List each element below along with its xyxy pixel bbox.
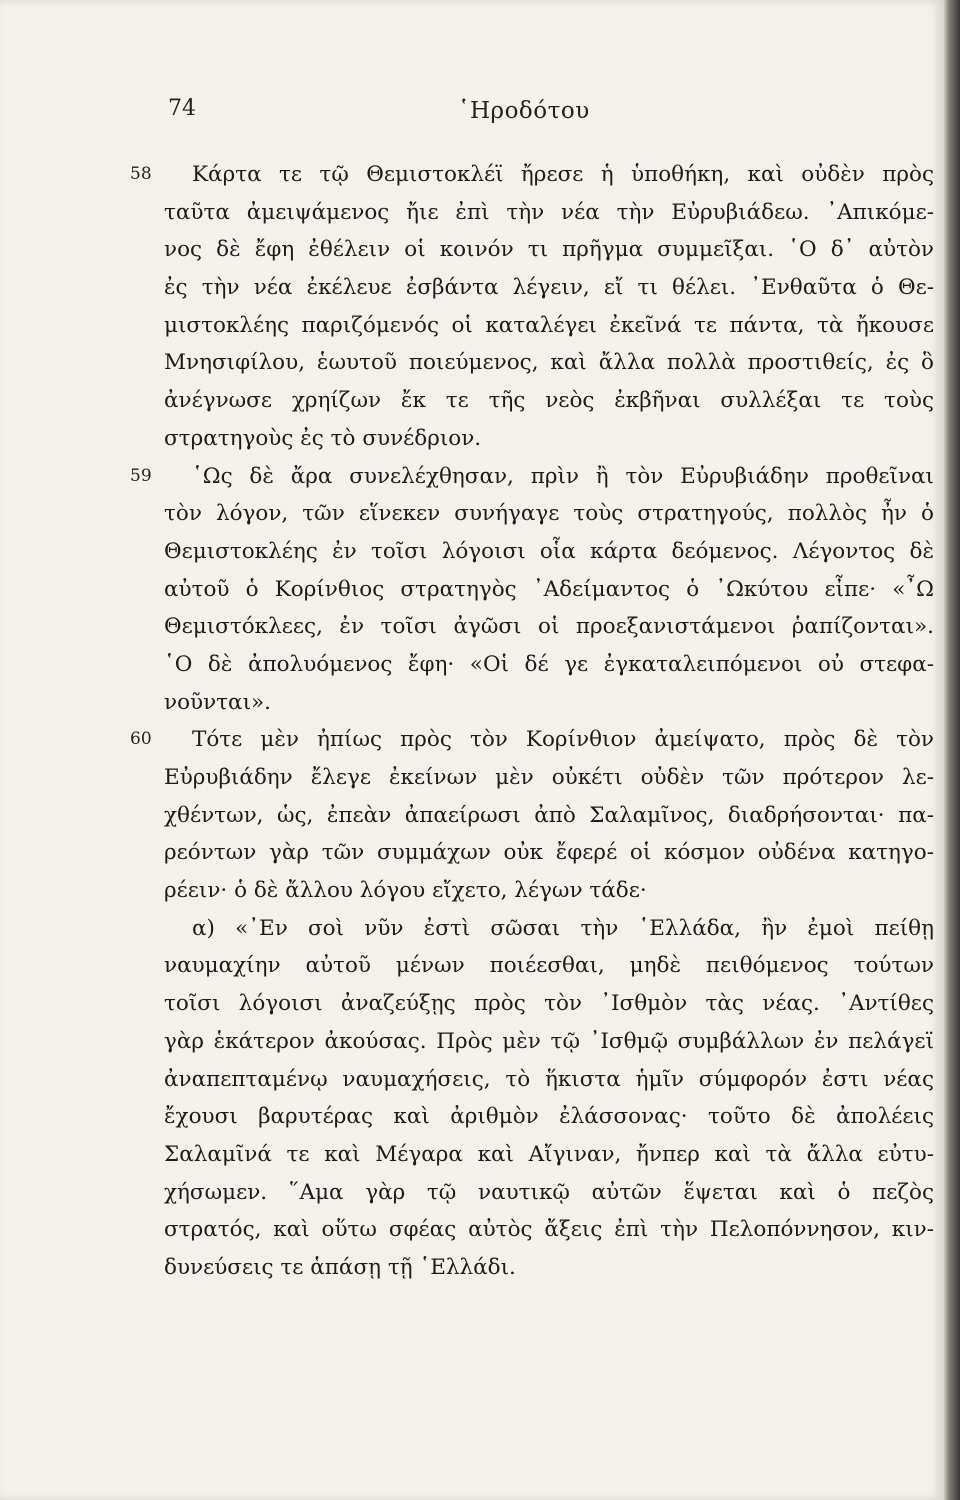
text-line: ῾Ως δὲ ἄρα συνελέχθησαν, πρὶν ἢ τὸν Εὐρυβιάδην προθεῖναι	[192, 463, 934, 489]
text-line: νοῦνται».	[164, 689, 271, 715]
text-line: νος δὲ ἔφη ἐθέλειν οἱ κοινόν τι πρῆγμα συμμεῖξαι. ῾Ο δ᾿ αὐτὸν	[164, 237, 934, 263]
text-line: ἔχουσι βαρυτέρας καὶ ἀριθμὸν ἐλάσσονας· τοῦτο δὲ ἀπολέεις	[164, 1104, 934, 1130]
text-line: ῾Ο δὲ ἀπολυόμενος ἔφη· «Οἱ δέ γε ἐγκαταλειπόμενοι οὐ στεφα-	[164, 651, 934, 677]
running-title: ῾Ηροδότου	[458, 98, 590, 124]
text-line: Τότε μὲν ἠπίως πρὸς τὸν Κορίνθιον ἀμείψατο, πρὸς δὲ τὸν	[192, 727, 934, 753]
text-line: Μνησιφίλου, ἑωυτοῦ ποιεύμενος, καὶ ἄλλα πολλὰ προστιθείς, ἐς ὃ	[164, 350, 934, 376]
text-line: Θεμιστόκλεες, ἐν τοῖσι ἀγῶσι οἱ προεξανιστάμενοι ῥαπίζονται».	[164, 614, 934, 640]
page-header	[0, 96, 944, 136]
text-line: χήσωμεν. ῞Αμα γὰρ τῷ ναυτικῷ αὐτῶν ἕψεται καὶ ὁ πεζὸς	[164, 1179, 934, 1205]
text-line: Κάρτα τε τῷ Θεμιστοκλέϊ ἤρεσε ἡ ὑποθήκη, καὶ οὐδὲν πρὸς	[192, 162, 934, 187]
paragraph-speech-a	[164, 910, 934, 1287]
text-line: ἐς τὴν νέα ἐκέλευε ἐσβάντα λέγειν, εἴ τι θέλει. ᾿Ενθαῦτα ὁ Θε-	[164, 275, 934, 301]
section-number: 59	[130, 465, 152, 486]
text-line: στρατηγοὺς ἐς τὸ συνέδριον.	[164, 425, 482, 451]
book-edge	[944, 0, 960, 1500]
text-line: δυνεύσεις τε ἁπάσῃ τῇ ῾Ελλάδι.	[164, 1254, 516, 1280]
text-line: ἀναπεπταμένῳ ναυμαχήσεις, τὸ ἥκιστα ἡμῖν σύμφορόν ἐστι νέας	[164, 1066, 934, 1092]
text-line: Σαλαμῖνά τε καὶ Μέγαρα καὶ Αἴγιναν, ἤνπερ καὶ τὰ ἄλλα εὐτυ-	[164, 1141, 934, 1167]
section-number: 60	[130, 729, 152, 750]
text-line: ἀνέγνωσε χρηίζων ἔκ τε τῆς νεὸς ἐκβῆναι συλλέξαι τε τοὺς	[164, 388, 934, 414]
paragraph-59	[130, 458, 934, 722]
text-line: ναυμαχίην αὐτοῦ μένων ποιέεσθαι, μηδὲ πειθόμενος τούτων	[164, 953, 934, 979]
text-line: τὸν λόγον, τῶν εἵνεκεν συνήγαγε τοὺς στρατηγούς, πολλὸς ἦν ὁ	[164, 501, 934, 527]
text-line: ρέειν· ὁ δὲ ἄλλου λόγου εἴχετο, λέγων τάδε·	[164, 878, 647, 904]
text-line: ρεόντων γὰρ τῶν συμμάχων οὐκ ἔφερέ οἱ κόσμον οὐδένα κατηγο-	[164, 840, 934, 866]
text-line: μιστοκλέης παριζόμενός οἱ καταλέγει ἐκεῖνά τε πάντα, τὰ ἤκουσε	[164, 312, 934, 338]
page-number: 74	[168, 96, 196, 121]
text-line: ταῦτα ἀμειψάμενος ἤιε ἐπὶ τὴν νέα τὴν Εὐρυβιάδεω. ᾿Απικόμε-	[164, 199, 934, 225]
text-line: Εὐρυβιάδην ἔλεγε ἐκείνων μὲν οὐκέτι οὐδὲν τῶν πρότερον λε-	[164, 765, 934, 790]
paragraph-58	[130, 156, 934, 458]
text-line: τοῖσι λόγοισι ἀναζεύξῃς πρὸς τὸν ᾿Ισθμὸν τὰς νέας. ᾿Αντίθες	[164, 991, 934, 1017]
text-line: γὰρ ἑκάτερον ἀκούσας. Πρὸς μὲν τῷ ᾿Ισθμῷ συμβάλλων ἐν πελάγεϊ	[164, 1028, 934, 1054]
body-text	[130, 156, 934, 1287]
text-line: α) «᾿Εν σοὶ νῦν ἐστὶ σῶσαι τὴν ῾Ελλάδα, ἢν ἐμοὶ πείθῃ	[192, 915, 934, 941]
paragraph-60	[130, 721, 934, 909]
text-line: Θεμιστοκλέης ἐν τοῖσι λόγοισι οἷα κάρτα δεόμενος. Λέγοντος δὲ	[164, 538, 934, 564]
text-line: χθέντων, ὡς, ἐπεὰν ἀπαείρωσι ἀπὸ Σαλαμῖνος, διαδρήσονται· πα-	[164, 802, 934, 828]
text-line: στρατός, καὶ οὕτω σφέας αὐτὸς ἄξεις ἐπὶ τὴν Πελοπόννησον, κιν-	[164, 1217, 934, 1243]
text-line: αὐτοῦ ὁ Κορίνθιος στρατηγὸς ᾿Αδείμαντος ὁ ᾿Ωκύτου εἶπε· «῏Ω	[164, 576, 934, 602]
section-number: 58	[130, 164, 152, 184]
